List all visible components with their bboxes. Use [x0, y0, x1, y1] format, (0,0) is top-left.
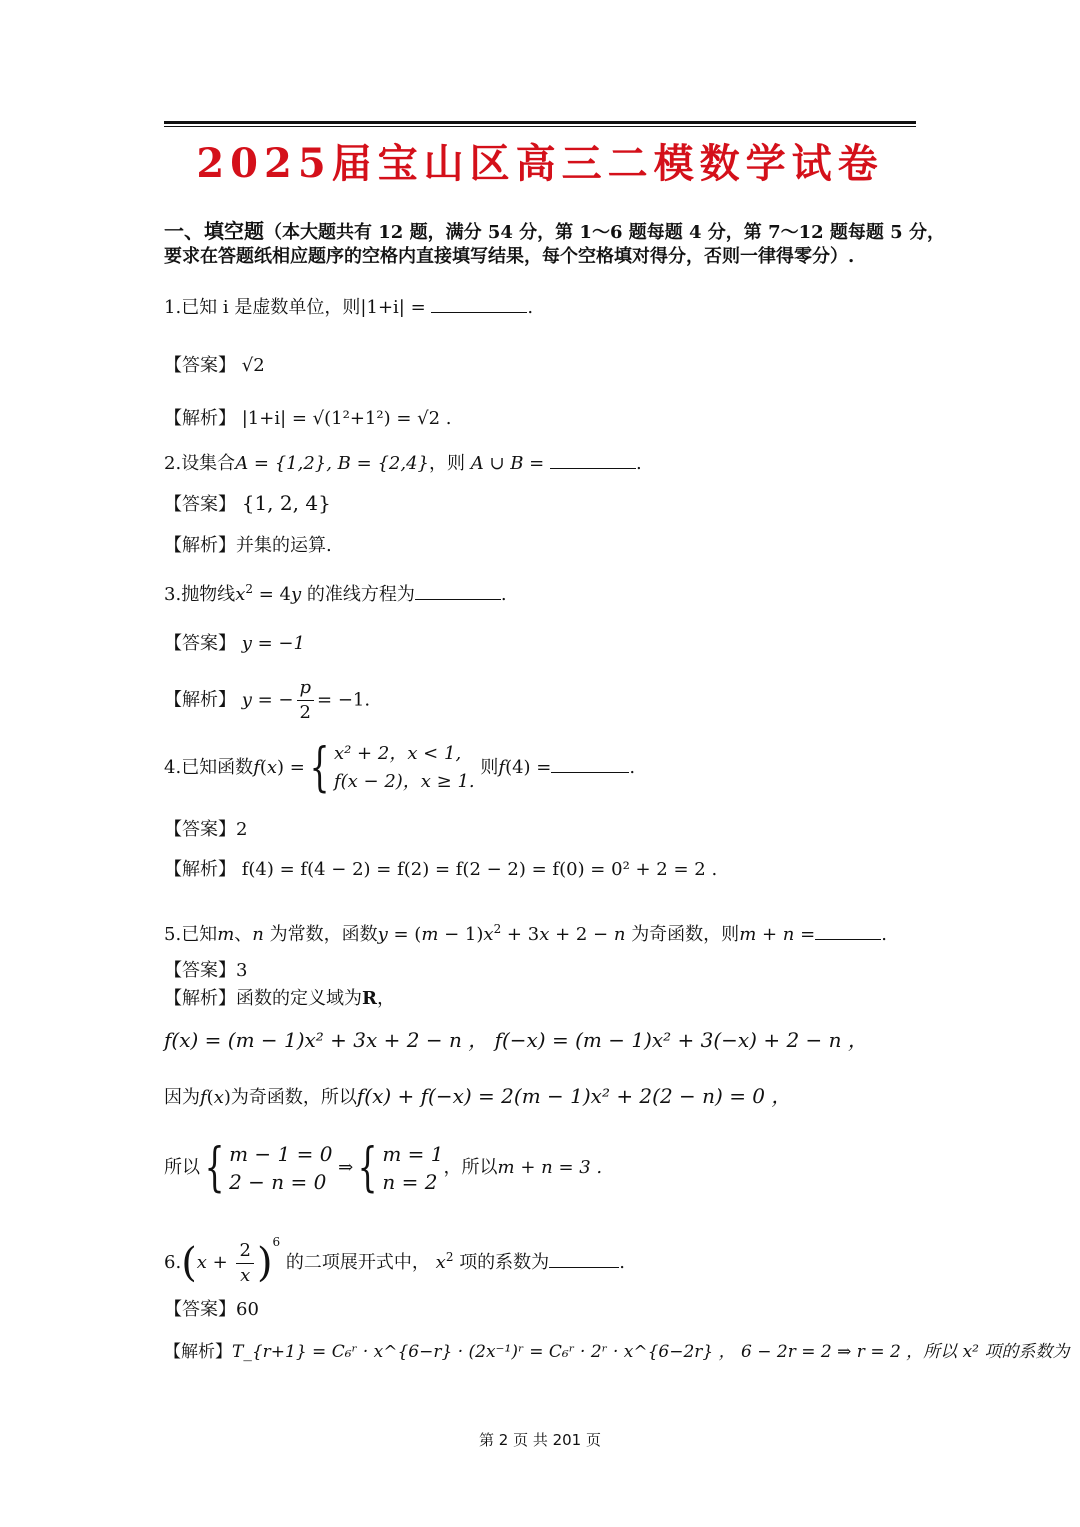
question-5: 5.已知m、n 为常数，函数$y = (m - 1)x^2 + 3x + 2 - n$ 为奇函数，则m + n = .	[164, 922, 887, 945]
analysis-5-line4: 所以{ m − 1 = 0 2 − n = 0 ⇒{ m = 1 n = 2 ，所以m + n = 3 .	[164, 1138, 603, 1198]
question-2: 2.设集合A = {1,2}, B = {2,4}，则 A ∪ B = .	[164, 450, 642, 476]
answer-blank[interactable]	[551, 754, 629, 773]
left-brace: {	[357, 1138, 378, 1198]
analysis-5-line3: 因为f(x)为奇函数，所以f(x) + f(−x) = 2(m − 1)x² + 2(2 − n) = 0 ，	[164, 1084, 792, 1108]
fraction: $\frac{p}{2}$	[297, 676, 315, 725]
answer-1: 【答案】 √2	[164, 355, 265, 376]
analysis-4: 【解析】 f(4) = f(4 − 2) = f(2) = f(2 − 2) = f(0) = 0² + 2 = 2 .	[164, 859, 718, 880]
analysis-5-line2: f(x) = (m − 1)x² + 3x + 2 − n ， f(−x) = (m − 1)x² + 3(−x) + 2 − n ，	[164, 1028, 868, 1052]
answer-6: 【答案】60	[164, 1299, 259, 1320]
answer-blank[interactable]	[549, 1249, 619, 1268]
answer-blank[interactable]	[431, 294, 527, 313]
analysis-3: 【解析】 y = − $\frac{p}{2}$ = −1.	[164, 677, 371, 723]
answer-2: 【答案】 {1, 2, 4}	[164, 491, 331, 515]
analysis-6: 【解析】T_{r+1} = C₆ʳ · x^{6−r} · (2x⁻¹)ʳ = C₆ʳ · 2ʳ · x^{6−2r} ， 6 − 2r = 2 ⇒ r = 2 ，所以 x² 项的系数为	[164, 1342, 1070, 1362]
question-1: 1.已知 i 是虚数单位，则|1+i| = .	[164, 294, 533, 320]
analysis-1: 【解析】 |1+i| = √(1²+1²) = √2 .	[164, 408, 452, 429]
left-brace: {	[309, 738, 330, 798]
answer-3: 【答案】 y = −1	[164, 633, 305, 654]
page-footer: 第 2 页 共 201 页	[478, 1431, 601, 1449]
left-brace: {	[204, 1138, 225, 1198]
top-rule-thin	[164, 126, 916, 127]
answer-blank[interactable]	[550, 450, 636, 469]
question-4: 4.已知函数f(x) ={ x² + 2，x < 1, f(x − 2)，x ≥ 1. 则f(4) = .	[164, 738, 636, 798]
section-heading: 一、填空题（本大题共有 12 题，满分 54 分，第 1～6 题每题 4 分，第 7～12 题每题 5 分，	[164, 219, 945, 243]
section-desc: 要求在答题纸相应题序的空格内直接填写结果，每个空格填对得分，否则一律得零分）.	[164, 246, 855, 267]
answer-blank[interactable]	[815, 921, 881, 940]
answer-4: 【答案】2	[164, 819, 248, 840]
page-title: 2025届宝山区高三二模数学试卷	[196, 140, 884, 187]
fraction: $\frac{2}{x}$	[236, 1239, 253, 1288]
piecewise: x² + 2，x < 1, f(x − 2)，x ≥ 1.	[333, 743, 475, 792]
question-6: 6.(x + $\frac{2}{x}$ )$^6$ 的二项展开式中， $x^2$ 项的系数为 .	[164, 1235, 625, 1286]
analysis-5: 【解析】函数的定义域为R，	[164, 988, 395, 1009]
top-rule-thick	[164, 121, 916, 124]
analysis-2: 【解析】并集的运算.	[164, 535, 332, 556]
answer-5: 【答案】3	[164, 960, 248, 981]
answer-blank[interactable]	[415, 581, 501, 600]
question-3: 3.抛物线$x^2 = 4y$ 的准线方程为 .	[164, 582, 507, 605]
